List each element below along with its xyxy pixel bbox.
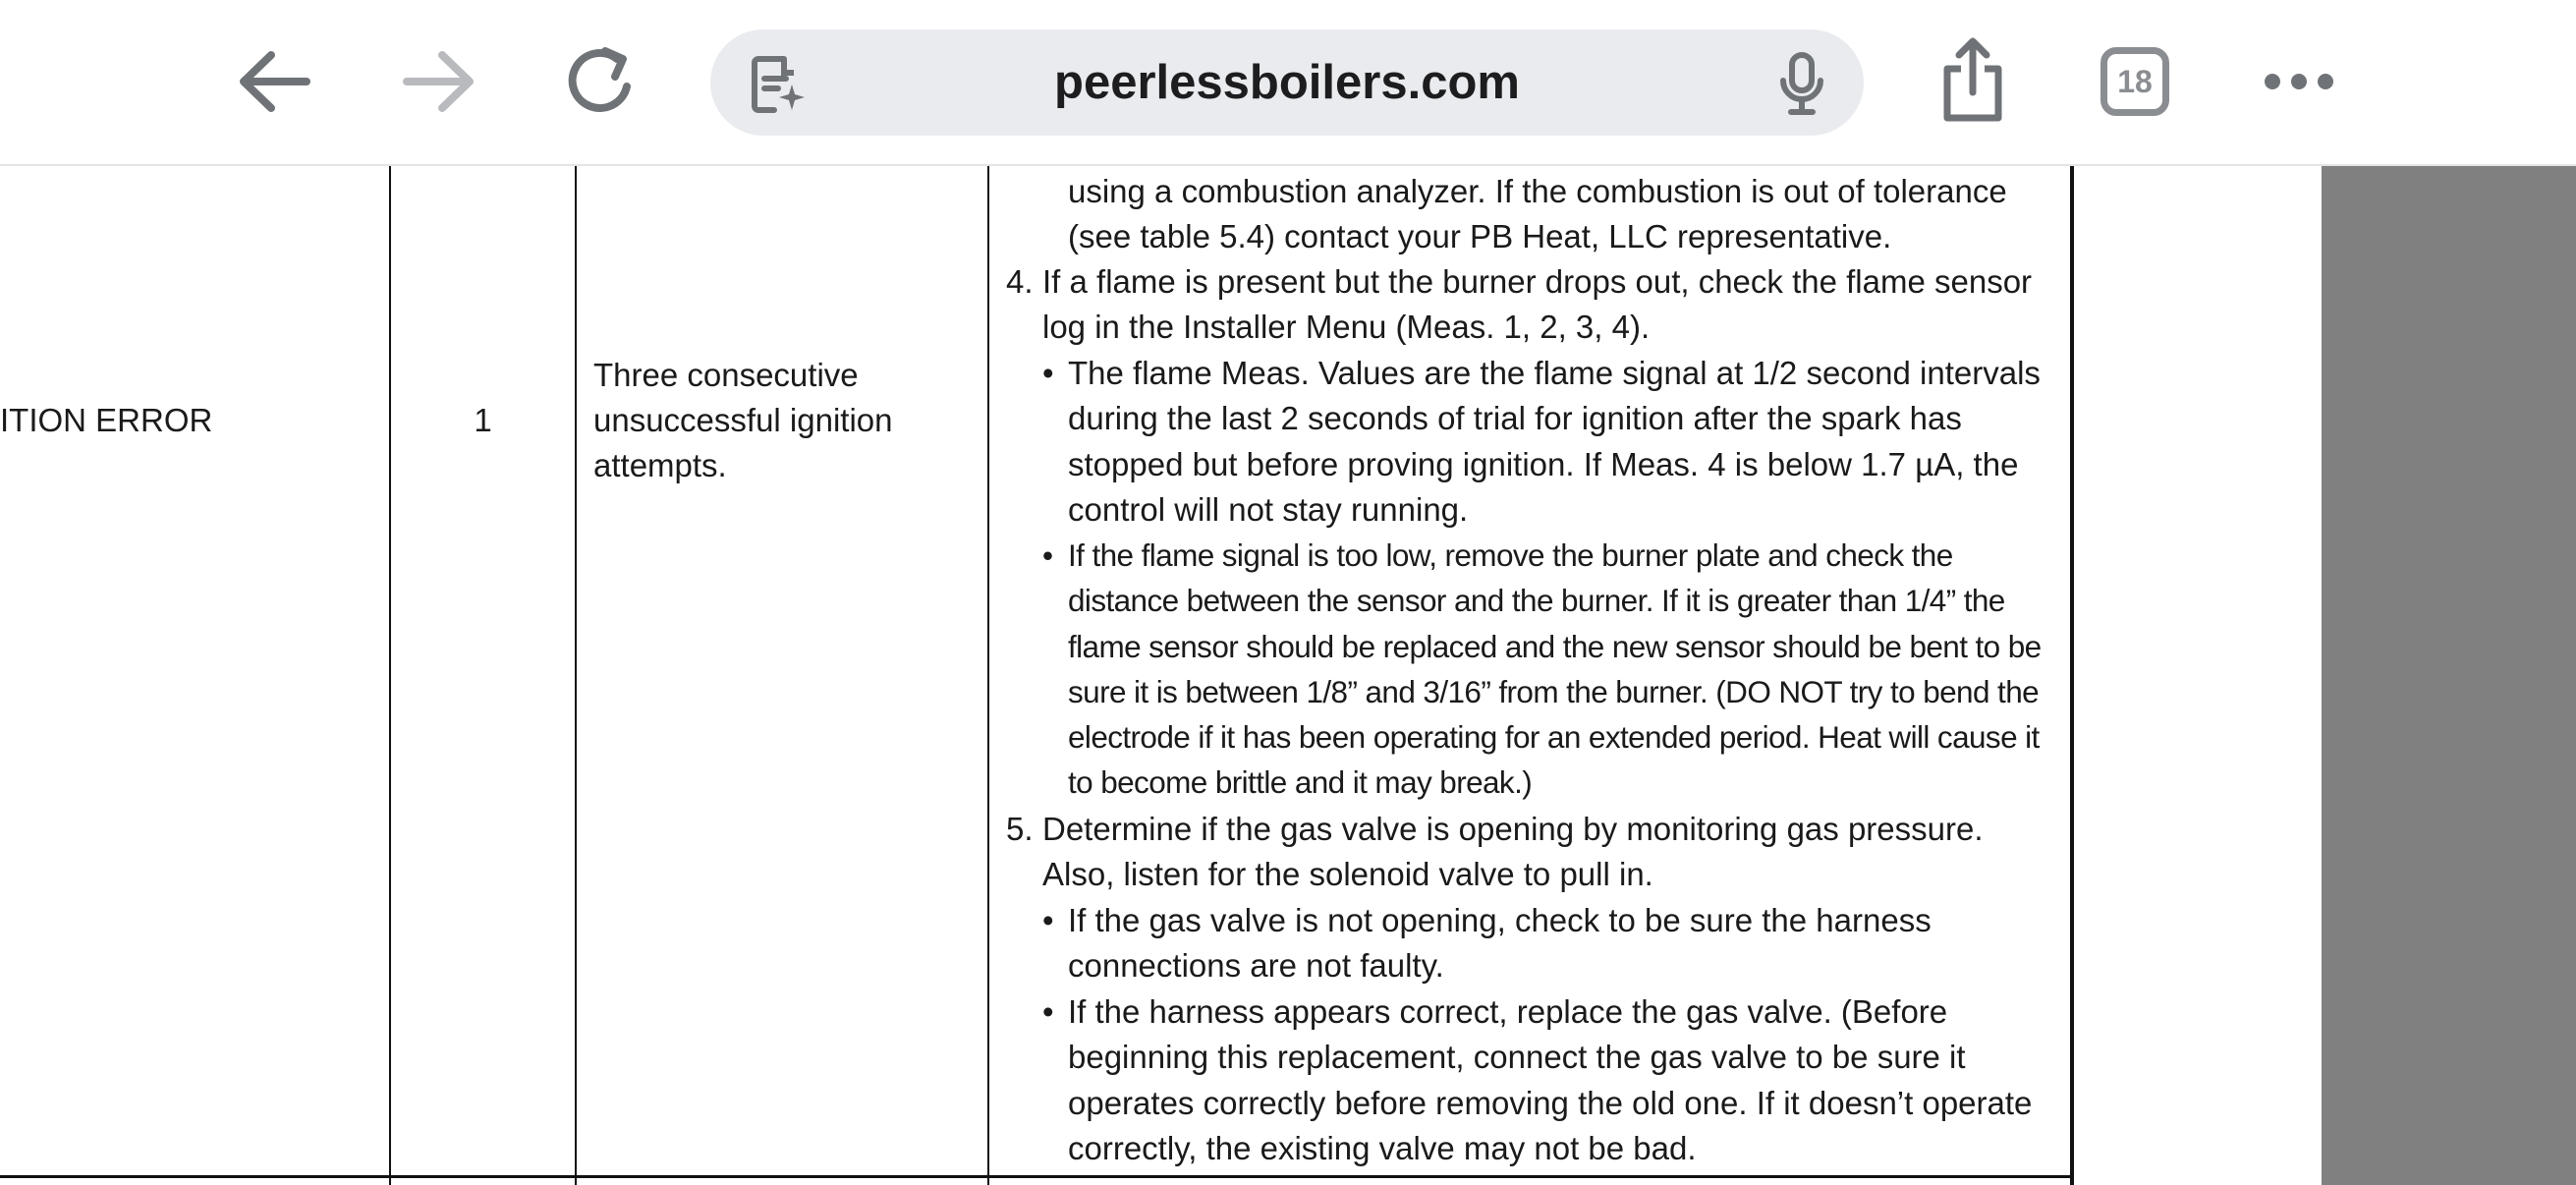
document-page[interactable] [0, 166, 2576, 1185]
back-arrow-icon [236, 47, 314, 116]
step-number: 4. [1006, 263, 1034, 300]
voice-search-button[interactable] [1777, 51, 1826, 116]
bullet-dot: • [1042, 993, 1054, 1030]
reload-button[interactable] [562, 43, 641, 120]
reload-icon [562, 43, 641, 120]
table-divider [987, 166, 989, 1185]
bullet-text: If the harness appears correct, replace the gas valve. (Before beginning this replacement, connect the gas valve to be sure it operates correctly before removing the old one. If it doesn’t operate correctly, the existing valve may not be bad. [1068, 993, 2033, 1166]
tab-count: 18 [2117, 64, 2153, 99]
bullet-text: The flame Meas. Values are the flame signal at 1/2 second intervals during the last 2 seconds of trial for ignition after the spark has stopped but before proving ignition. If Meas. 4 is below 1.7 µA, the control will not stay running. [1068, 355, 2041, 528]
step-text: If a flame is present but the burner drops out, check the flame sensor log in the Installer Menu (Meas. 1, 2, 3, 4). [1042, 263, 2033, 346]
forward-button[interactable] [399, 47, 477, 116]
bullet-dot: • [1042, 355, 1054, 391]
bullet-dot: • [1042, 902, 1054, 938]
more-button[interactable] [2262, 65, 2336, 98]
error-name-cell: ITION ERROR [0, 402, 213, 438]
more-icon [2262, 65, 2336, 98]
table-row-divider [0, 1175, 2074, 1178]
address-bar[interactable] [710, 29, 1864, 136]
url-text[interactable]: peerlessboilers.com [1054, 56, 1520, 109]
share-button[interactable] [1935, 35, 2010, 126]
forward-arrow-icon [399, 47, 477, 116]
bullet-dot: • [1042, 537, 1053, 573]
browser-toolbar [0, 0, 2576, 166]
bullet-text: If the gas valve is not opening, check to be sure the harness connections are not faulty. [1068, 902, 1932, 985]
count-cell: 1 [474, 402, 492, 438]
condition-cell: Three consecutive unsuccessful ignition attempts. [593, 357, 893, 483]
step-number: 5. [1006, 811, 1034, 847]
back-button[interactable] [236, 47, 314, 116]
microphone-icon [1777, 51, 1826, 116]
share-icon [1935, 35, 2010, 126]
step-text: Determine if the gas valve is opening by monitoring gas pressure. Also, listen for the solenoid valve to pull in. [1042, 811, 1984, 893]
bullet-text: If the flame signal is too low, remove the burner plate and check the distance between the sensor and the burner. If it is greater than 1/4” the flame sensor should be replaced and the new sensor should be bent to be sure it is between 1/8” and 3/16” from the burner. (DO NOT try to bend the electrode if it has been operating for an extended period. Heat will cause it to become brittle and it may break.) [1068, 537, 2042, 801]
tabs-button[interactable] [2100, 47, 2169, 116]
table-divider [575, 166, 577, 1185]
side-gutter [2322, 166, 2576, 1185]
table-divider [389, 166, 391, 1185]
table-border [2070, 166, 2074, 1185]
remedy-continued-text: using a combustion analyzer. If the combustion is out of tolerance (see table 5.4) contact your PB Heat, LLC representative. [1068, 173, 2007, 255]
